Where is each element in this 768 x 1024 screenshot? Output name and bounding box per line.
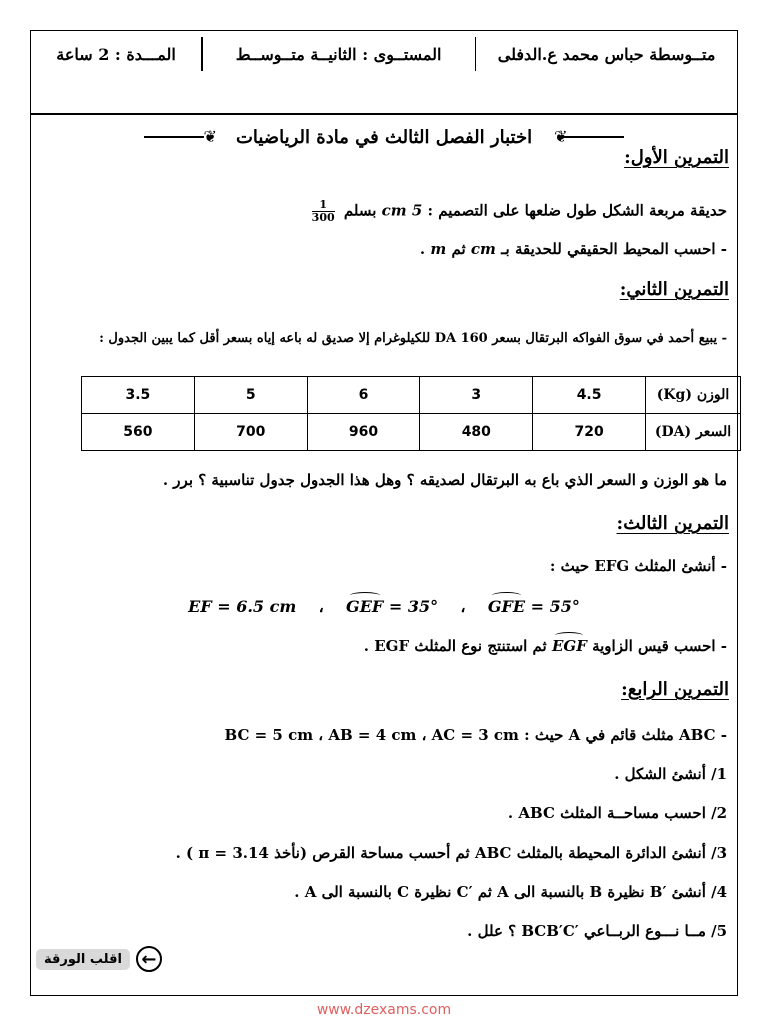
then-word: ثم [451,240,466,258]
exercise-3-line-3 [41,637,727,655]
table-cell: 560 [82,414,195,451]
row-header-price: السعر (DA) [646,414,741,451]
class-level: المستــوى : الثانيــة متــوســط [235,44,442,64]
exercise-1-line-2 [41,240,727,258]
school-name: متــوسطة حباس محمد ع.الدفلى [497,44,716,64]
unit-m: m [430,240,447,258]
scale-numerator: 1 [312,199,335,212]
table-cell: 960 [307,414,420,451]
exercise-2-intro: - يبيع أحمد في سوق الفواكه البرتقال بسعر DA 160 للكيلوغرام إلا صديق له باعه إياه بسعر أقل كما يبين الجدول : [99,331,727,346]
angle-egf: EGF [551,637,587,655]
header-divider [201,37,203,71]
table-cell: 720 [533,414,646,451]
angle-gfe-value: = 55° [530,597,580,616]
table-cell: 6 [307,377,420,414]
row-header-weight: الوزن (Kg) [646,377,741,414]
exam-page-frame [30,30,738,996]
weight-price-table [81,376,741,451]
header-divider [475,37,477,71]
exercise-4-title: التمرين الرابع: [621,679,729,700]
flip-page-button[interactable] [36,946,162,972]
exercise-3-question-b: ثم استنتج نوع المثلث EGF . [363,637,547,655]
exercise-1-title: التمرين الأول: [624,147,729,168]
side-length-value: 5 cm [381,201,423,220]
exercise-4-q3: 3/ أنشئ الدائرة المحيطة بالمثلث ABC ثم أحسب مساحة القرص (نأخذ π = 3.14 ) . [175,844,727,862]
unit-cm: cm [470,240,496,258]
separator: ، [460,597,466,616]
ornament-icon: ❦ [203,127,214,146]
separator: ، [318,597,324,616]
exam-duration: المـــدة : 2 ساعة [56,44,176,64]
exercise-3-question-a: - احسب قيس الزاوية [592,637,727,655]
table-row [82,377,741,414]
exercise-1-statement: حديقة مربعة الشكل طول ضلعها على التصميم : [427,201,727,220]
header-separator-line [31,113,737,115]
ornament-left [144,129,214,145]
table-cell: 700 [194,414,307,451]
flip-page-label: اقلب الورقة [36,949,130,970]
period: . [419,240,426,258]
table-row [82,414,741,451]
table-cell: 4.5 [533,377,646,414]
table-cell: 3 [420,377,533,414]
exercise-4-q1: 1/ أنشئ الشكل . [614,765,727,783]
exercise-3-title: التمرين الثالث: [616,513,729,534]
left-arrow-circle-icon: ← [136,946,162,972]
angle-gef-value: = 35° [388,597,439,616]
given-ef: EF = 6.5 cm [188,597,297,616]
exercise-2-title: التمرين الثاني: [619,279,729,300]
exercise-4-q2: 2/ احسب مساحــة المثلث ABC . [507,804,727,822]
exercise-1-line-1 [41,199,727,224]
scale-fraction [312,199,335,224]
exercise-4-q4: 4/ أنشئ ′B نظيرة B بالنسبة الى A ثم ′C نظيرة C بالنسبة الى A . [294,883,727,901]
scale-word: بسلم [343,201,377,220]
angle-gef: GEF [346,597,384,616]
watermark: www.dzexams.com [316,1002,452,1018]
table-cell: 5 [194,377,307,414]
exercise-2-question: ما هو الوزن و السعر الذي باع به البرتقال لصديقه ؟ وهل هذا الجدول جدول تناسبية ؟ برر . [162,471,727,489]
angle-gfe: GFE [487,597,526,616]
ornament-icon: ❦ [554,127,565,146]
exercise-4-q5: 5/ مــا نـــوع الربــاعي ′BCB′C ؟ علل . [467,922,727,940]
table-cell: 480 [420,414,533,451]
exercise-1-question: - احسب المحيط الحقيقي للحديقة بـ [501,240,727,258]
exercise-3-line-1: - أنشئ المثلث EFG حيث : [549,557,727,575]
table-cell: 3.5 [82,377,195,414]
exam-title: اختبار الفصل الثالث في مادة الرياضيات [235,126,533,148]
ornament-right [554,129,624,145]
exercise-4-statement: - ABC مثلث قائم في A حيث : BC = 5 cm ، AB = 4 cm ، AC = 3 cm [224,726,727,744]
header-row [31,31,737,77]
scale-denominator: 300 [311,211,335,224]
exercise-3-givens [41,597,727,616]
